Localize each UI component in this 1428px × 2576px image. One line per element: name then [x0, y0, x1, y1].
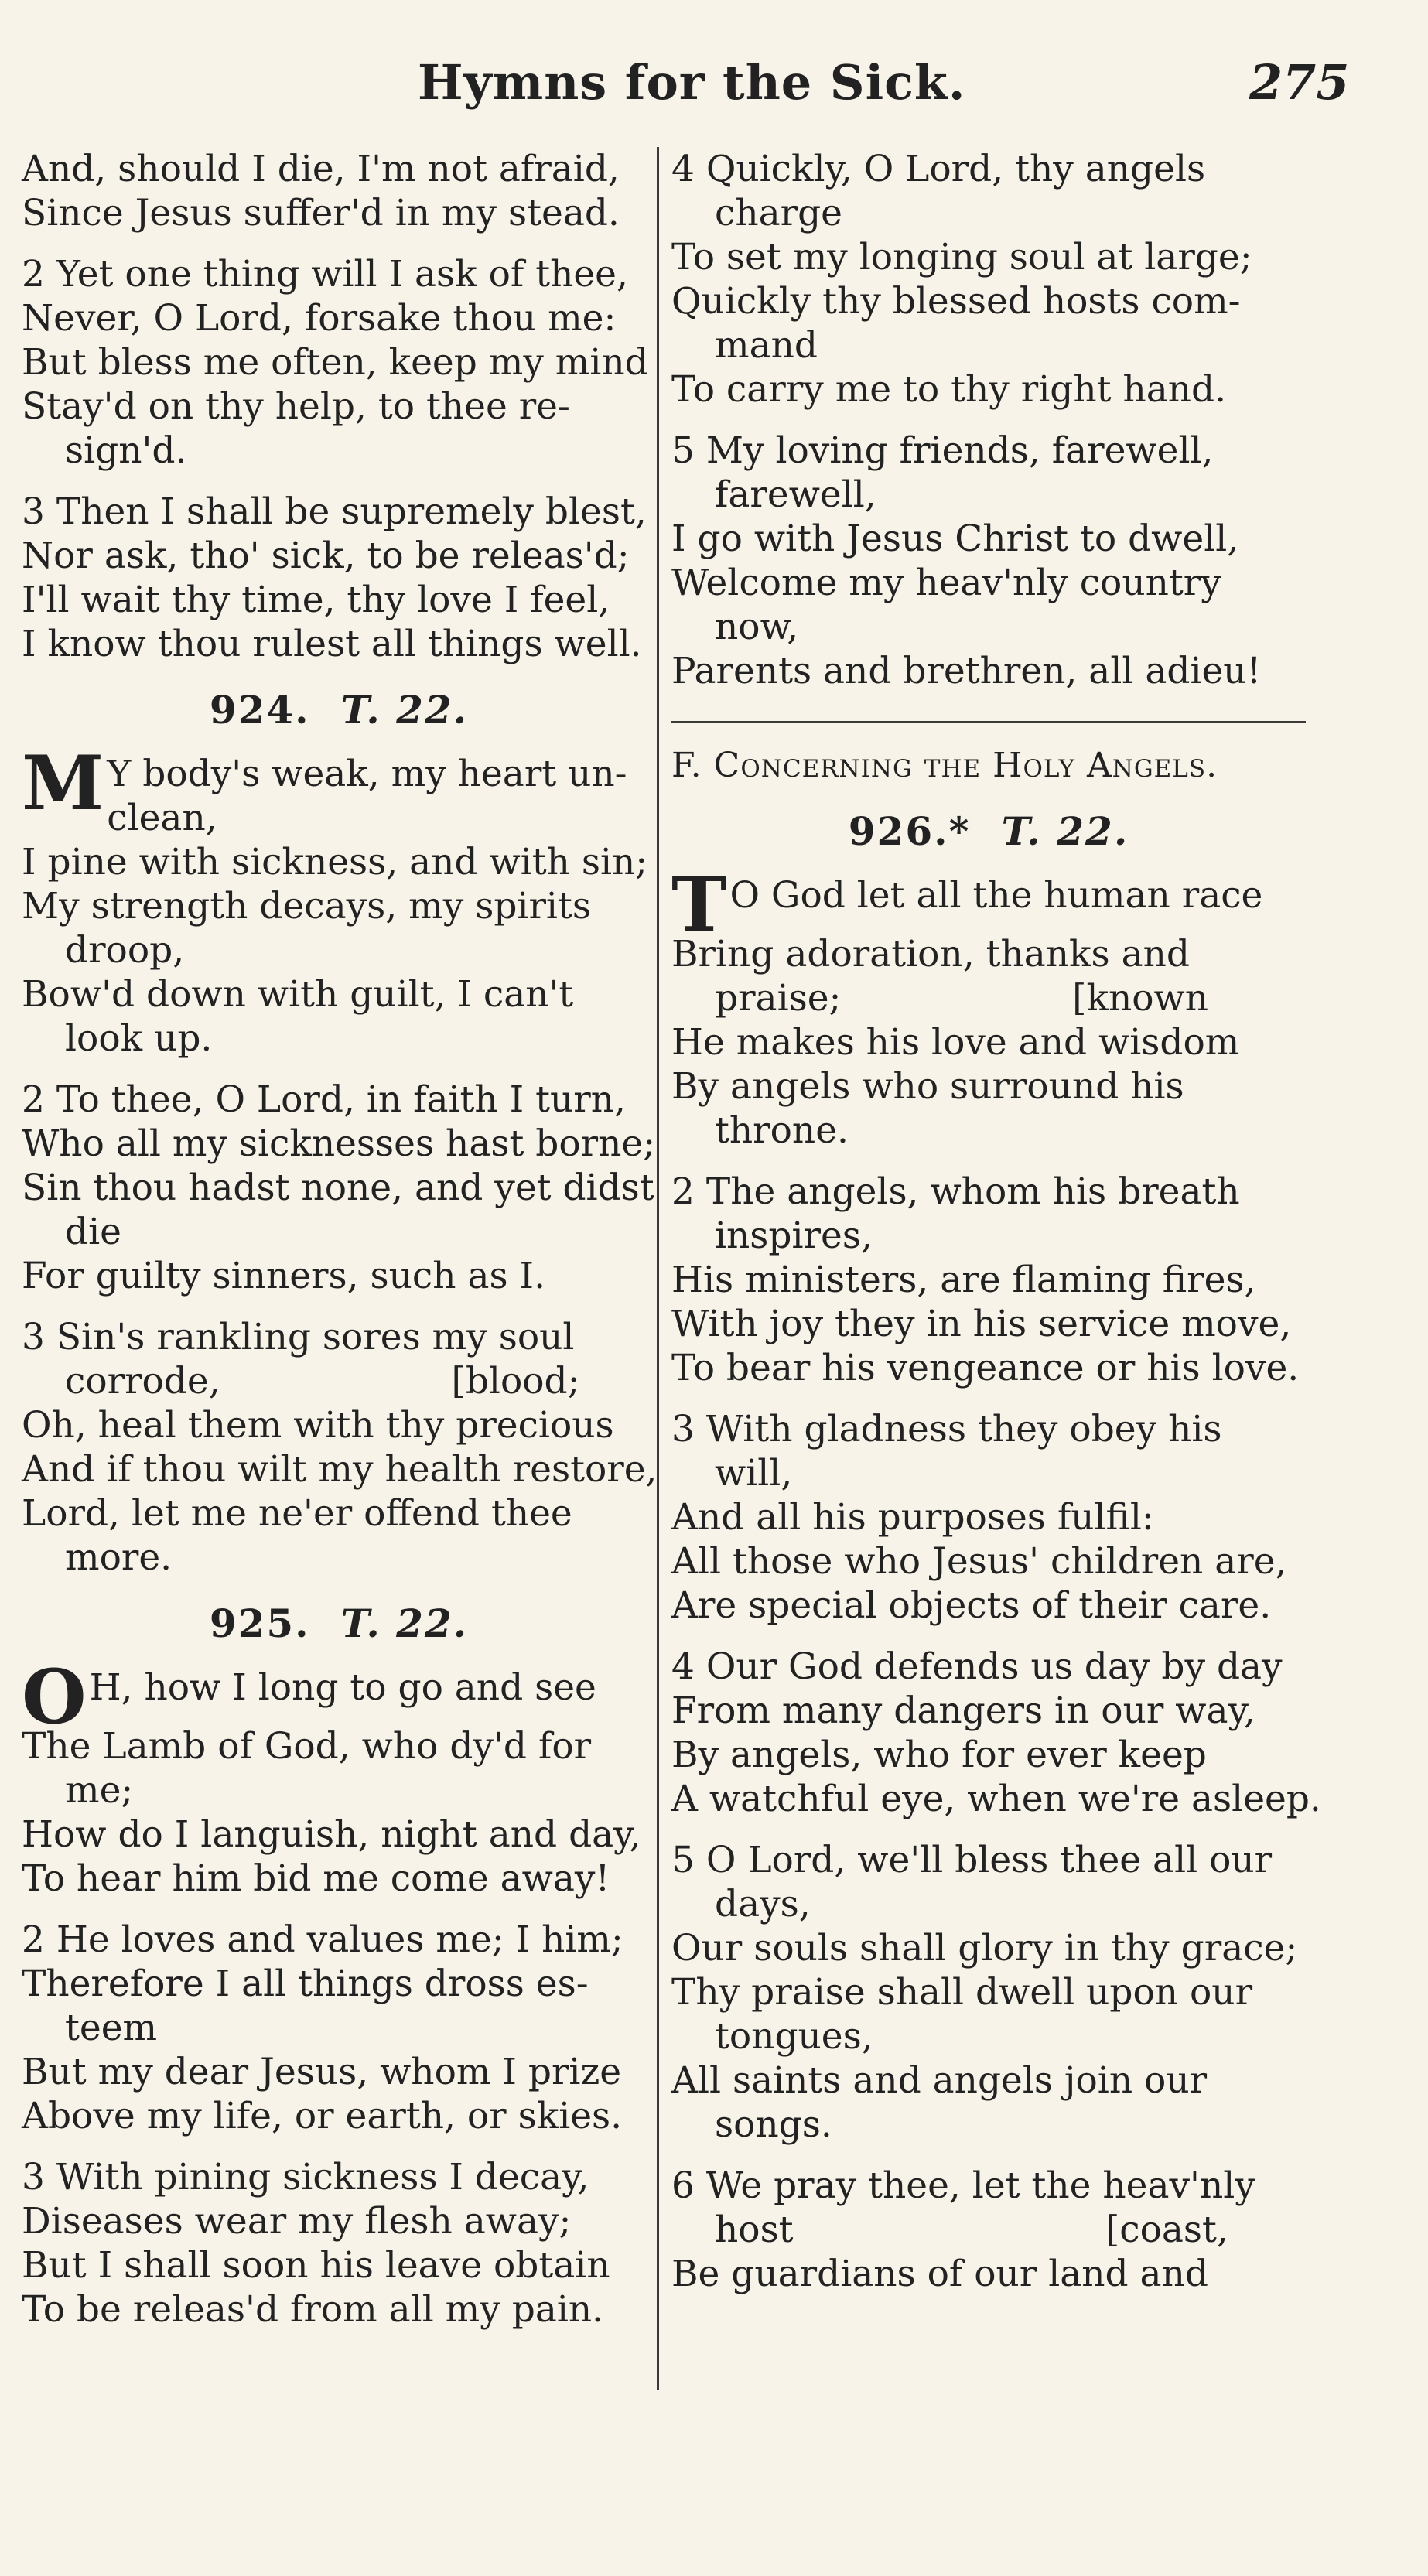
verse-line: Be guardians of our land and — [671, 2253, 1208, 2295]
verse-line: 3 With pining sickness I decay, — [22, 2156, 589, 2198]
verse-line: Since Jesus suffer'd in my stead. — [22, 192, 620, 234]
verse-line: To set my longing soul at large; — [671, 236, 1252, 278]
page-number: 275 — [1249, 54, 1350, 111]
verse-line: Welcome my heav'nly country — [671, 562, 1221, 604]
stanza — [22, 490, 656, 666]
hymn-number: 926.* — [848, 808, 971, 854]
verse-line: host [coast, — [715, 2209, 1228, 2251]
stanza — [671, 1838, 1306, 2147]
left-column — [22, 147, 656, 2349]
section-divider — [671, 721, 1306, 723]
verse-line: 5 My loving friends, farewell, — [671, 429, 1214, 472]
stanza — [671, 1645, 1321, 1821]
hymn-number: 924. — [209, 687, 310, 733]
verse-line: songs. — [715, 2103, 832, 2146]
verse-line: praise; [known — [715, 977, 1209, 1020]
verse-line: Lord, let me ne'er offend thee — [22, 1492, 572, 1535]
verse-line: He makes his love and wisdom — [671, 1021, 1240, 1064]
verse-line: From many dangers in our way, — [671, 1689, 1255, 1732]
drop-cap: O — [22, 1653, 87, 1741]
verse-line: Who all my sicknesses hast borne; — [22, 1122, 656, 1165]
stanza-continuation — [22, 147, 656, 235]
hymn-tune: T. 22. — [340, 687, 469, 733]
verse-line: To bear his vengeance or his love. — [671, 1347, 1300, 1389]
verse-line: To be releas'd from all my pain. — [22, 2288, 604, 2331]
hymn-heading — [22, 1601, 656, 1645]
verse-line: To carry me to thy right hand. — [671, 368, 1227, 411]
verse-line: I know thou rulest all things well. — [22, 623, 642, 665]
verse-line: days, — [715, 1883, 811, 1925]
stanza — [22, 1315, 656, 1580]
verse-line: Diseases wear my flesh away; — [22, 2200, 572, 2243]
verse-line: And, should I die, I'm not afraid, — [22, 148, 620, 190]
stanza — [671, 861, 1306, 1153]
verse-line: I go with Jesus Christ to dwell, — [671, 518, 1239, 560]
verse-line: look up. — [65, 1017, 213, 1060]
verse-line: A watchful eye, when we're asleep. — [671, 1778, 1321, 1820]
stanza — [671, 1170, 1306, 1390]
verse-line: farewell, — [715, 473, 876, 516]
drop-cap: T — [671, 861, 727, 948]
verse-line: tongues, — [715, 2015, 873, 2058]
section-title: F. Concerning the Holy Angels. — [671, 746, 1218, 785]
verse-line: more. — [65, 1536, 173, 1579]
verse-line: By angels who surround his — [671, 1065, 1184, 1108]
verse-line: inspires, — [715, 1215, 873, 1257]
verse-line: But bless me often, keep my mind — [22, 341, 648, 384]
verse-line: Above my life, or earth, or skies. — [22, 2095, 623, 2137]
verse-line: Bring adoration, thanks and — [671, 933, 1190, 975]
stanza — [671, 1407, 1306, 1628]
verse-line: 3 Then I shall be supremely blest, — [22, 490, 647, 533]
verse-line: me; — [65, 1769, 134, 1812]
verse-line: How do I languish, night and day, — [22, 1813, 641, 1856]
verse-line: 4 Quickly, O Lord, thy angels — [671, 148, 1206, 190]
verse-line: die — [65, 1211, 121, 1253]
verse-line: mand — [715, 324, 818, 367]
verse-line: now, — [715, 606, 799, 648]
right-column — [671, 147, 1321, 2313]
verse-line: 2 He loves and values me; I him; — [22, 1918, 623, 1961]
stanza — [671, 2164, 1306, 2296]
column-divider — [657, 147, 659, 2390]
verse-line: To hear him bid me come away! — [22, 1857, 610, 1900]
verse-line: And if thou wilt my health restore, — [22, 1448, 658, 1491]
verse-line: All saints and angels join our — [671, 2059, 1208, 2102]
verse-line: But my dear Jesus, whom I prize — [22, 2051, 622, 2093]
verse-line: 3 With gladness they obey his — [671, 1408, 1222, 1450]
stanza — [22, 252, 656, 473]
verse-line: I'll wait thy time, thy love I feel, — [22, 579, 610, 621]
verse-line: clean, — [107, 797, 217, 839]
verse-line: Parents and brethren, all adieu! — [671, 650, 1262, 692]
verse-line: Therefore I all things dross es- — [22, 1963, 589, 2005]
verse-line: Bow'd down with guilt, I can't — [22, 973, 574, 1016]
verse-line: My strength decays, my spirits — [22, 885, 591, 928]
verse-line: O God let all the human race — [729, 874, 1263, 917]
verse-line: 2 Yet one thing will I ask of thee, — [22, 253, 628, 296]
verse-line: But I shall soon his leave obtain — [22, 2244, 610, 2287]
verse-line: droop, — [65, 929, 185, 972]
stanza — [22, 740, 656, 1061]
hymn-number: 925. — [209, 1601, 310, 1646]
verse-line: The Lamb of God, who dy'd for — [22, 1725, 592, 1768]
verse-line: 4 Our God defends us day by day — [671, 1645, 1283, 1688]
verse-line: Thy praise shall dwell upon our — [671, 1971, 1253, 2014]
verse-line: Stay'd on thy help, to thee re- — [22, 385, 570, 428]
verse-line: Quickly thy blessed hosts com- — [671, 280, 1241, 323]
drop-cap: M — [22, 740, 104, 827]
verse-line: teem — [65, 2007, 158, 2049]
verse-line: By angels, who for ever keep — [671, 1734, 1207, 1776]
verse-line: throne. — [715, 1109, 849, 1152]
verse-line: And all his purposes fulfil: — [671, 1496, 1154, 1539]
verse-line: H, how I long to go and see — [89, 1666, 596, 1709]
verse-line: 2 The angels, whom his breath — [671, 1170, 1240, 1213]
verse-line: charge — [715, 192, 842, 234]
stanza — [22, 1653, 656, 1901]
verse-line: sign'd. — [65, 429, 187, 472]
hymn-heading — [22, 688, 656, 732]
hymn-tune: T. 22. — [1001, 808, 1129, 854]
verse-line: His ministers, are flaming fires, — [671, 1259, 1256, 1301]
verse-line: corrode, [blood; — [65, 1360, 580, 1402]
verse-line: 5 O Lord, we'll bless thee all our — [671, 1839, 1273, 1881]
verse-line: Never, O Lord, forsake thou me: — [22, 297, 617, 340]
verse-line: Y body's weak, my heart un- — [107, 753, 627, 795]
verse-line: Are special objects of their care. — [671, 1584, 1272, 1627]
verse-line: Our souls shall glory in thy grace; — [671, 1927, 1298, 1970]
hymn-heading — [671, 809, 1306, 853]
hymn-tune: T. 22. — [340, 1601, 469, 1646]
stanza — [671, 147, 1306, 412]
verse-line: will, — [715, 1452, 793, 1495]
stanza — [22, 1918, 656, 2138]
verse-line: Nor ask, tho' sick, to be releas'd; — [22, 535, 630, 577]
stanza — [671, 429, 1306, 693]
page-title: Hymns for the Sick. — [418, 54, 966, 111]
verse-line: I pine with sickness, and with sin; — [22, 841, 648, 883]
verse-line: For guilty sinners, such as I. — [22, 1255, 546, 1297]
verse-line: 3 Sin's rankling sores my soul — [22, 1316, 575, 1358]
stanza — [22, 2155, 656, 2332]
verse-line: Sin thou hadst none, and yet didst — [22, 1167, 654, 1209]
verse-line: Oh, heal them with thy precious — [22, 1404, 614, 1447]
running-header — [0, 54, 1428, 116]
verse-line: 2 To thee, O Lord, in faith I turn, — [22, 1078, 626, 1121]
verse-line: All those who Jesus' children are, — [671, 1540, 1287, 1583]
stanza — [22, 1078, 656, 1298]
verse-line: With joy they in his service move, — [671, 1303, 1292, 1345]
verse-line: 6 We pray thee, let the heav'nly — [671, 2164, 1255, 2207]
